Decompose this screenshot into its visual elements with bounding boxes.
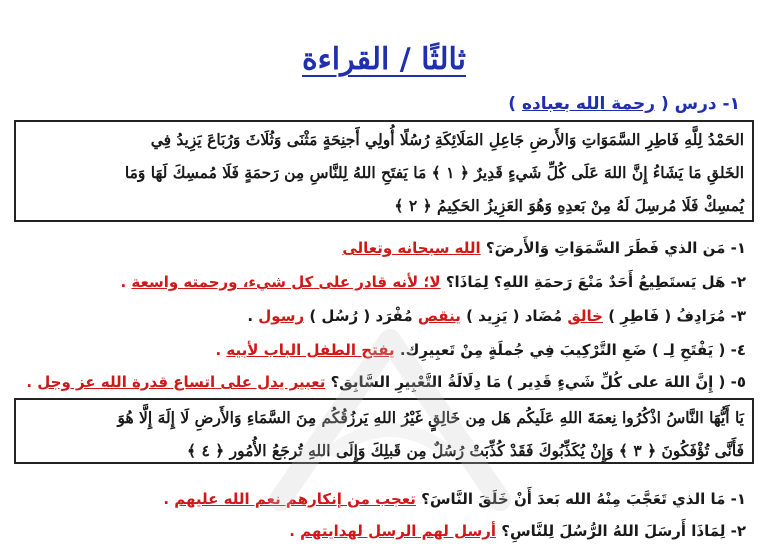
passage-line: الخَلقِ مَا يَشَاءُ إِنَّ اللهَ عَلَى كُلِّ شَيءٍ قَدِيرٌ ﴿ ١ ﴾ مَا يَفتَحِ اللهُ لِلنَّاسِ مِن رَحمَةٍ فَلَا مُمسِكَ لَهَا وَمَا [124, 163, 744, 182]
question-2 [120, 271, 746, 293]
answer-period: . [247, 307, 254, 325]
answer-text: تعبير يدل على اتساع قدرة الله عز وجل [37, 373, 326, 391]
answer-synonym: خالق [567, 307, 603, 325]
question-3 [247, 305, 746, 327]
answer-text: تعجب من إنكارهم نعم الله عليهم [174, 490, 416, 508]
quran-passage-box-1 [14, 120, 754, 222]
page-title: ثالثًا / القراءة [301, 42, 467, 77]
passage-line: يَا أَيُّهَا النَّاسُ اذْكُرُوا نِعمَةَ اللهِ عَلَيكُم هَل مِن خَالِقٍ غَيْرُ اللهِ يَرزُقُكُم مِنَ السَّمَاءِ وَالأَرضِ لَا إِلَهَ إِلَّا هُوَ [117, 408, 744, 427]
answer-text: يفتح الطفل الباب لأبيه [226, 341, 395, 359]
quran-passage-box-2 [14, 398, 754, 464]
lesson-heading [508, 94, 740, 114]
passage-line: يُمسِكْ فَلَا مُرسِلَ لَهُ مِنْ بَعدِهِ وَهُوَ العَزِيزُ الحَكِيمُ ﴿ ٢ ﴾ [394, 196, 744, 215]
answer-period: . [163, 490, 170, 508]
question-text: ٤- ( يَفْتَحِ لِـ ) ضَعِ التَّرْكِيبَ فِي جُملَةٍ مِنْ تَعبِيرِك. [399, 341, 746, 359]
question-1 [342, 237, 746, 259]
answer-text: لا؛ لأنه قادر على كل شيء، ورحمته واسعة [131, 273, 441, 291]
answer-period: . [120, 273, 127, 291]
answer-singular: رسول [258, 307, 305, 325]
question-text-antonym: مُضَاد ( يَزِيد ) [466, 307, 563, 325]
question-text: ١- مَا الذي تَعَجَّبَ مِنْهُ الله بَعدَ أَنْ خَلَقَ النَّاسَ؟ [421, 490, 746, 508]
answer-period: . [289, 522, 295, 540]
question-text: ٥- ( إِنَّ اللهَ على كُلِّ شَيءٍ قَدِير ) مَا دِلَالَةُ التَّعْبِيرِ السَّابِق؟ [330, 373, 746, 391]
question-5 [26, 371, 746, 393]
lesson-name: رحمة الله بعباده [521, 94, 656, 114]
lesson-suffix: ) [508, 94, 517, 114]
answer-text: الله سبحانه وتعالى [342, 239, 481, 257]
answer-period: . [215, 341, 222, 359]
question-text: ٢- لِمَاذَا أَرسَلَ اللهُ الرُّسُلَ لِلنَّاسِ؟ [501, 522, 746, 540]
lesson-prefix: ١- درس ( [660, 94, 740, 114]
passage-line: الحَمْدُ لِلَّهِ فَاطِرِ السَّمَوَاتِ وَالأَرضِ جَاعِلِ المَلَائِكَةِ رُسُلًا أُولِي أَجنِحَةٍ مَثْنَى وَثُلَاثَ وَرُبَاعَ يَزِيدُ فِي [150, 130, 744, 149]
question-text: ٣- مُرَادِفُ ( فَاطِرِ ) [608, 307, 746, 325]
passage-line: فَأَنَّى تُؤْفَكُونَ ﴿ ٣ ﴾ وَإِنْ يُكَذِّبُوكَ فَقَدْ كُذِّبَتْ رُسُلٌ مِن قَبلِكَ وَإِلَى اللهِ تُرجَعُ الأُمُور ﴿ ٤ ﴾ [186, 441, 744, 460]
answer-antonym: ينقص [417, 307, 461, 325]
answer-text: أرسل لهم الرسل لهدايتهم [300, 522, 497, 540]
question-text-singular: مُفْرَد ( رُسُل ) [309, 307, 413, 325]
question-text: ١- مَن الذي فَطَرَ السَّمَوَاتِ وَالأَرضَ؟ [485, 239, 746, 257]
question-4 [215, 339, 746, 361]
question-7 [289, 520, 746, 542]
question-text: ٢- هَل يَستَطِيعُ أَحَدٌ مَنْعَ رَحمَةِ اللهِ؟ لِمَاذَا؟ [445, 273, 746, 291]
question-6 [163, 488, 746, 510]
answer-period: . [26, 373, 33, 391]
